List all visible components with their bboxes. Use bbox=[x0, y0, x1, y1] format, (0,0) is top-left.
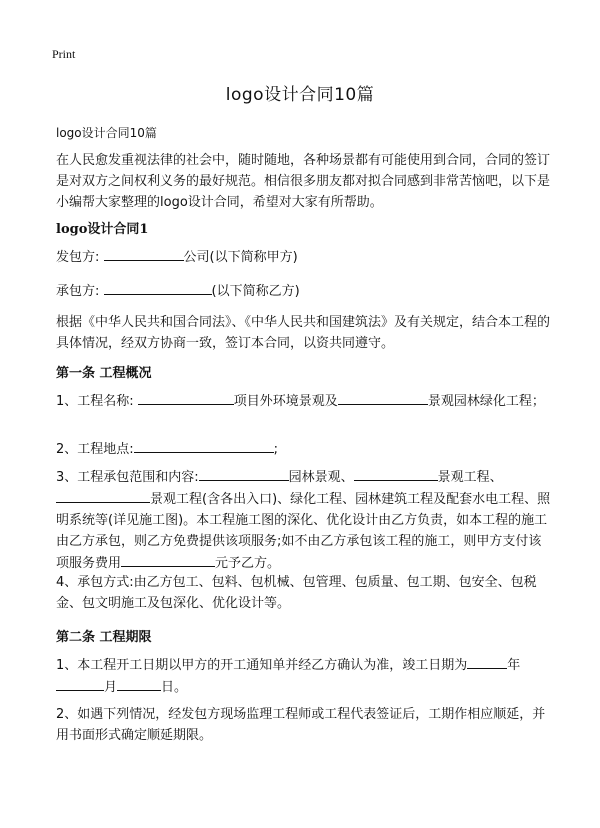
a2-year: 年 bbox=[507, 658, 521, 673]
item1-blank-2 bbox=[338, 390, 428, 405]
item1-blank-1 bbox=[138, 390, 234, 405]
party-a-suffix: 公司(以下简称甲方) bbox=[183, 250, 298, 265]
item3-blank-1 bbox=[199, 466, 289, 481]
item1-mid: 项目外环境景观及 bbox=[233, 394, 338, 409]
a2-day-blank bbox=[117, 676, 161, 691]
contract-heading: logo设计合同1 bbox=[56, 222, 149, 237]
basis-paragraph: 根据《中华人民共和国合同法》、《中华人民共和国建筑法》及有关规定，结合本工程的具体情况，经双方协商一致，签订本合同，以资共同遵守。 bbox=[56, 315, 551, 351]
item3-prefix: 3、工程承包范围和内容: bbox=[56, 470, 199, 485]
party-b-line bbox=[56, 280, 554, 302]
document-label: logo设计合同10篇 bbox=[56, 126, 157, 140]
item3-t1: 园林景观、 bbox=[288, 470, 354, 485]
item2-blank bbox=[134, 438, 274, 453]
page-title: logo设计合同10篇 bbox=[225, 85, 375, 105]
a2-month-blank bbox=[56, 676, 104, 691]
party-b-suffix: (以下简称乙方) bbox=[211, 284, 300, 299]
item3-blank-2 bbox=[354, 466, 438, 481]
item1-prefix: 1、工程名称: bbox=[56, 394, 138, 409]
a2-day: 日。 bbox=[161, 680, 188, 695]
item3-blank-3 bbox=[56, 488, 150, 503]
party-a-blank bbox=[104, 246, 184, 261]
party-a-line bbox=[56, 246, 554, 268]
item2-prefix: 2、工程地点: bbox=[56, 442, 134, 457]
article2-heading: 第二条 工程期限 bbox=[56, 630, 152, 645]
item3-t2: 景观工程、 bbox=[437, 470, 503, 485]
print-link[interactable]: Print bbox=[52, 47, 76, 61]
a2-month: 月 bbox=[104, 680, 118, 695]
article1-item1 bbox=[56, 390, 554, 412]
party-b-label: 承包方: bbox=[56, 284, 104, 299]
a2-year-blank bbox=[467, 654, 507, 669]
article1-item2 bbox=[56, 438, 554, 460]
party-a-label: 发包方: bbox=[56, 250, 104, 265]
item3-t4: 元予乙方。 bbox=[215, 556, 281, 571]
intro-paragraph: 在人民愈发重视法律的社会中，随时随地，各种场景都有可能使用到合同，合同的签订是对双方之间权利义务的最好规范。相信很多朋友都对拟合同感到非常苦恼吧，以下是小编帮大家整理的logo设计合同，希望对大家有所帮助。 bbox=[56, 153, 551, 210]
a2-item1-prefix: 1、本工程开工日期以甲方的开工通知单并经乙方确认为准，竣工日期为 bbox=[56, 658, 468, 673]
item3-t3: 景观工程(含各出入口)、绿化工程、园林建筑工程及配套水电工程、照明系统等(详见施工图)。本工程施工图的深化、优化设计由乙方负责，如本工程的施工由乙方承包，则乙方免费提供该项服务;如不由乙方承包该工程的施工，则甲方支付该项服务费用 bbox=[56, 492, 551, 571]
party-b-blank bbox=[104, 280, 212, 295]
item3-blank-4 bbox=[121, 552, 215, 567]
item1-suffix: 景观园林绿化工程； bbox=[427, 394, 545, 409]
article2-item1 bbox=[56, 654, 554, 698]
article2-item2: 2、如遇下列情况，经发包方现场监理工程师或工程代表签证后，工期作相应顺延，并用书面形式确定顺延期限。 bbox=[56, 707, 546, 743]
article1-item4: 4、承包方式:由乙方包工、包料、包机械、包管理、包质量、包工期、包安全、包税金、包文明施工及包深化、优化设计等。 bbox=[56, 575, 537, 611]
item2-suffix: ; bbox=[273, 442, 279, 457]
article1-heading: 第一条 工程概况 bbox=[56, 366, 152, 381]
article1-item3 bbox=[56, 466, 554, 574]
